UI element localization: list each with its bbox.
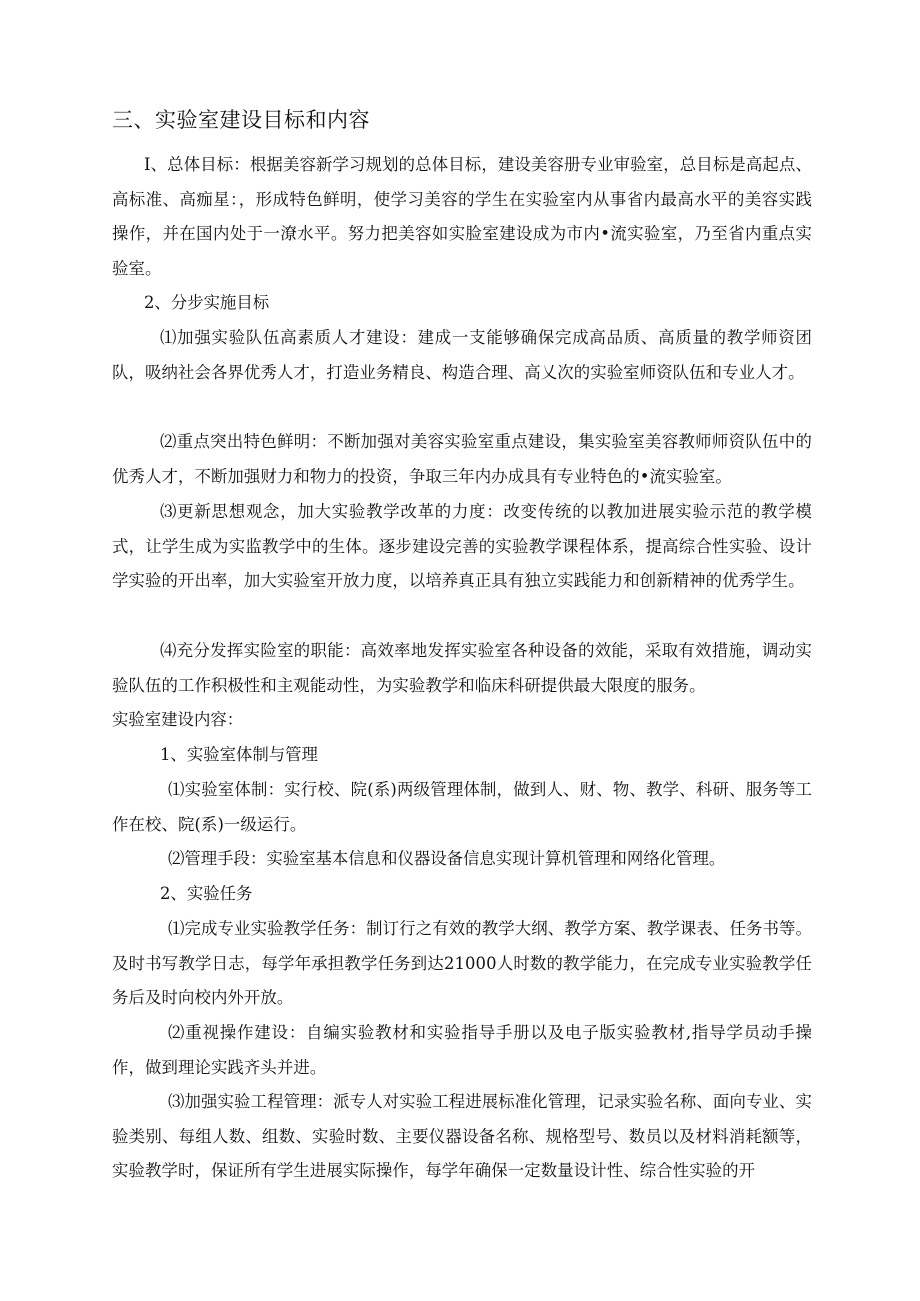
- task-3-paragraph: ⑶加强实验工程管理：派专人对实验工程进展标准化管理，记录实验名称、面向专业、实验类别、每组人数、组数、实验时数、主要仪器设备名称、规格型号、数员以及材料消耗额等，实验教学时，保证所有学生进展实际操作，每学年确保一定数量设计性、综合性实验的开: [112, 1092, 812, 1180]
- task-2-paragraph: ⑵重视操作建设：自编实验教材和实验指导手册以及电子版实验教材,指导学员动手操作，做到理论实践齐头并进。: [112, 1023, 812, 1077]
- system-title: 1、实验室体制与管理: [160, 745, 318, 764]
- overall-goal-paragraph: I、总体目标：根据美容新学习规划的总体目标，建设美容册专业审验室，总目标是高起点、高标准、高痂星：，形成特色鲜明，使学习美容的学生在实验室内从事省内最高水平的美容实践操作，并在国内处于一潦水平。努力把美容如实脸室建设成为市内•流实验室，乃至省内重点实验室。: [112, 155, 812, 278]
- task-1-paragraph: ⑴完成专业实验教学任务：制订行之有效的教学大纲、教学方案、教学课表、任务书等。及时书写教学日志，每学年承担教学任务到达21000人时数的教学能力，在完成专业实验教学任务后及时向校内外开放。: [112, 919, 812, 1007]
- step-goal-title: 2、分步实施目标: [144, 293, 270, 312]
- section-heading: 三、实验室建设目标和内容: [112, 108, 370, 132]
- system-1-paragraph: ⑴实验室体制：实行校、院(系)两级管理体制，做到人、财、物、教学、科研、服务等工作在校、院(系)一级运行。: [112, 780, 812, 834]
- task-title: 2、实验任务: [160, 884, 253, 903]
- goal-2-paragraph: ⑵重点突出特色鲜明：不断加强对美容实验室重点建设，集实验室美容教师师资队伍中的优秀人才，不断加强财力和物力的投资，争取三年内办成具有专业特色的•流实验室。: [112, 432, 812, 486]
- goal-1-paragraph: ⑴加强实验队伍高素质人才建设：建成一支能够确保完成高品质、高质量的教学师资团队，吸纳社会各界优秀人才，打造业务精良、构造合理、高乂次的实验室师资队伍和专业人才。: [112, 328, 812, 382]
- content-title: 实验室建设内容：: [112, 710, 244, 729]
- system-2-paragraph: ⑵管理手段：实验室基本信息和仪器设备信息实现计算机管理和网络化管理。: [168, 849, 726, 868]
- goal-4-paragraph: ⑷充分发挥实险室的职能：高效率地发挥实验室各种设备的效能，采取有效措施，调动实验队伍的工作积极性和主观能动性，为实验教学和临床科研提供最大限度的服务。: [112, 641, 812, 695]
- goal-3-paragraph: ⑶更新思想观念，加大实验教学改革的力度：改变传统的以教加进展实验示范的教学模式，让学生成为实监教学中的生体。逐步建设完善的实验教学课程体系，提高综合性实验、设计学实验的开出率，加大实验室开放力度，以培养真正具有独立实践能力和创新精神的优秀学生。: [112, 502, 812, 590]
